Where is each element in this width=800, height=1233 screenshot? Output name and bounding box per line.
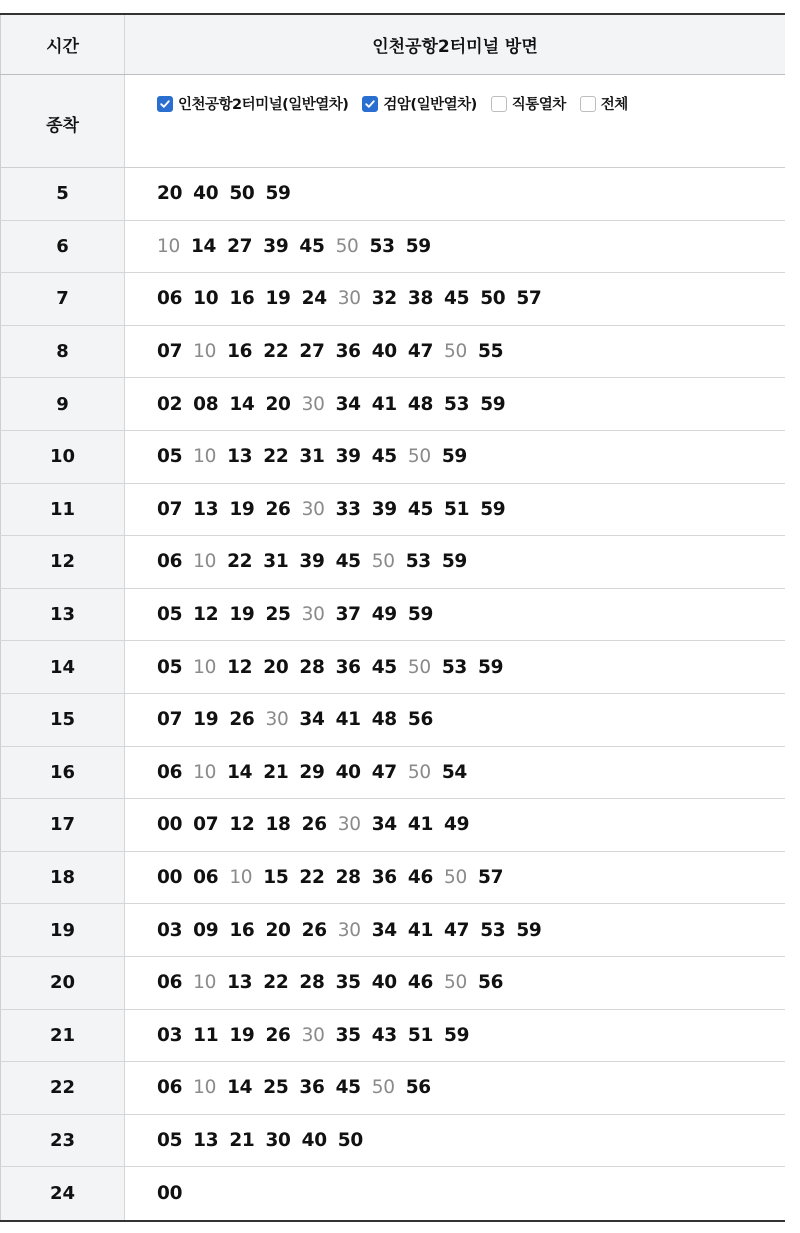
departure-minute: 45 [371,656,397,678]
departure-minute: 50 [407,446,431,468]
filter-row [0,75,785,168]
departure-minute: 25 [265,604,291,626]
departure-minute: 20 [157,183,183,205]
departure-minute: 19 [193,709,219,731]
departure-minute: 26 [301,814,327,836]
checkbox-unchecked-icon[interactable] [491,96,507,112]
departure-minute: 10 [193,288,219,310]
departure-minute: 35 [335,1024,361,1046]
departure-minute: 41 [407,814,434,836]
departure-minutes-cell [125,536,785,588]
departure-minute: 27 [299,341,325,363]
departure-minute: 16 [229,288,255,310]
departure-minute: 54 [441,761,467,783]
table-row [0,1062,785,1115]
departure-minute: 50 [407,656,431,678]
departure-minute: 11 [193,1024,219,1046]
departure-minute: 05 [157,446,183,468]
departure-minute: 38 [407,288,434,310]
departure-minute: 24 [301,288,327,310]
departure-minutes-cell [125,221,785,273]
departure-minute: 10 [193,1077,217,1099]
table-row [0,1167,785,1220]
departure-minute: 26 [265,498,291,520]
departure-minute: 45 [335,551,361,573]
departure-minute: 50 [229,183,255,205]
departure-minute: 59 [444,1024,470,1046]
table-row [0,536,785,589]
hour-cell: 7 [0,273,125,325]
departure-minute: 06 [157,288,183,310]
hour-cell: 14 [0,641,125,693]
departure-minute: 47 [407,341,434,363]
departure-minute: 30 [265,1129,291,1151]
departure-minute: 10 [193,656,217,678]
table-row [0,221,785,274]
direction-header: 인천공항2터미널 방면 [125,15,785,74]
departure-minute: 18 [265,814,291,836]
departure-minute: 45 [407,498,434,520]
departure-minute: 10 [193,446,217,468]
filter-option[interactable] [491,93,566,114]
departure-minute: 37 [335,604,361,626]
table-row [0,1010,785,1063]
checkbox-unchecked-icon[interactable] [580,96,596,112]
departure-minutes-cell [125,957,785,1009]
departure-minute: 10 [193,972,217,994]
departure-minute: 50 [335,235,359,257]
departure-minute: 50 [337,1129,363,1151]
departure-minute: 46 [407,867,434,889]
departure-minute: 50 [407,761,431,783]
departure-minute: 49 [371,604,397,626]
departure-minute: 53 [405,551,431,573]
hour-cell: 15 [0,694,125,746]
departure-minute: 40 [335,761,361,783]
departure-minute: 21 [229,1129,255,1151]
departure-minute: 20 [265,393,291,415]
departure-minute: 14 [229,393,255,415]
departure-minute: 51 [407,1024,434,1046]
departure-minute: 00 [157,814,183,836]
terminus-label: 종착 [0,75,125,167]
table-row [0,431,785,484]
departure-minute: 59 [516,919,542,941]
departure-minute: 26 [229,709,255,731]
filter-option[interactable] [157,93,348,114]
train-type-filters [125,75,785,167]
departure-minute: 50 [371,551,395,573]
departure-minutes-cell [125,378,785,430]
departure-minutes-cell [125,747,785,799]
departure-minutes-cell [125,904,785,956]
departure-minutes-cell [125,799,785,851]
departure-minute: 50 [444,867,467,889]
departure-minute: 30 [301,393,325,415]
hour-cell: 16 [0,747,125,799]
departure-minute: 19 [265,288,291,310]
hour-cell: 23 [0,1115,125,1167]
departure-minute: 59 [441,446,467,468]
departure-minute: 19 [229,498,255,520]
table-row [0,957,785,1010]
departure-minute: 45 [371,446,397,468]
departure-minute: 35 [335,972,361,994]
departure-minute: 13 [193,498,219,520]
departure-minute: 30 [337,814,361,836]
departure-minute: 34 [335,393,361,415]
checkbox-checked-icon[interactable] [157,96,173,112]
departure-minute: 30 [337,919,361,941]
departure-minute: 00 [157,1183,183,1205]
table-row [0,378,785,431]
departure-minute: 07 [157,498,183,520]
departure-minute: 30 [337,288,361,310]
table-row [0,694,785,747]
departure-minute: 10 [157,235,180,257]
departure-minute: 30 [265,709,289,731]
departure-minute: 28 [335,867,361,889]
departure-minutes-cell [125,484,785,536]
checkbox-checked-icon[interactable] [362,96,378,112]
departure-minute: 27 [227,235,253,257]
departure-minutes-cell [125,168,785,220]
departure-minutes-cell [125,431,785,483]
departure-minute: 14 [190,235,217,257]
departure-minutes-cell [125,694,785,746]
departure-minute: 43 [371,1024,397,1046]
departure-minute: 56 [478,972,504,994]
departure-minute: 10 [229,867,253,889]
departure-minute: 56 [405,1077,431,1099]
table-row [0,273,785,326]
table-row [0,799,785,852]
departure-minute: 48 [407,393,434,415]
departure-minute: 19 [229,604,255,626]
departure-minute: 20 [265,919,291,941]
departure-minute: 14 [227,761,253,783]
departure-minute: 50 [444,972,467,994]
departure-minutes-cell [125,589,785,641]
departure-minute: 10 [193,341,217,363]
departure-minute: 30 [301,604,325,626]
departure-minute: 59 [265,183,291,205]
hour-cell: 12 [0,536,125,588]
departure-minute: 30 [301,1024,325,1046]
timetable [0,13,785,1222]
table-row [0,168,785,221]
departure-minute: 41 [407,919,434,941]
table-row [0,852,785,905]
departure-minute: 03 [157,1024,183,1046]
departure-minute: 41 [371,393,397,415]
departure-minute: 28 [299,972,325,994]
hour-cell: 8 [0,326,125,378]
departure-minute: 07 [193,814,219,836]
departure-minute: 19 [229,1024,255,1046]
departure-minute: 55 [478,341,504,363]
table-row [0,484,785,537]
departure-minute: 39 [371,498,397,520]
departure-minute: 40 [371,341,397,363]
table-row [0,747,785,800]
departure-minute: 59 [478,656,504,678]
departure-minute: 31 [299,446,325,468]
departure-minute: 05 [157,604,183,626]
departure-minute: 36 [299,1077,325,1099]
departure-minute: 07 [157,341,183,363]
departure-minute: 59 [480,498,506,520]
departure-minute: 34 [299,709,325,731]
departure-minute: 13 [227,972,253,994]
departure-minute: 22 [299,867,325,889]
departure-minute: 36 [371,867,397,889]
departure-minute: 59 [407,604,434,626]
departure-minute: 10 [193,551,217,573]
departure-minute: 12 [193,604,219,626]
departure-minute: 51 [444,498,470,520]
departure-minute: 56 [407,709,434,731]
departure-minute: 05 [157,656,183,678]
hour-cell: 22 [0,1062,125,1114]
hour-cell: 17 [0,799,125,851]
departure-minute: 45 [335,1077,361,1099]
departure-minute: 31 [263,551,289,573]
departure-minute: 22 [227,551,253,573]
filter-label: 인천공항2터미널(일반열차) [178,97,349,113]
departure-minute: 28 [299,656,325,678]
departure-minutes-cell [125,1062,785,1114]
departure-minute: 50 [444,341,467,363]
hour-cell: 19 [0,904,125,956]
departure-minute: 16 [227,341,253,363]
departure-minute: 33 [335,498,361,520]
departure-minutes-cell [125,852,785,904]
departure-minutes-cell [125,641,785,693]
departure-minute: 53 [444,393,470,415]
hour-cell: 10 [0,431,125,483]
departure-minute: 36 [335,341,361,363]
departure-minute: 40 [371,972,397,994]
table-row [0,589,785,642]
table-header-row [0,15,785,75]
hour-cell: 21 [0,1010,125,1062]
departure-minute: 06 [193,867,219,889]
departure-minute: 16 [229,919,255,941]
departure-minute: 00 [157,867,183,889]
hour-cell: 9 [0,378,125,430]
departure-minute: 26 [301,919,327,941]
departure-minute: 12 [229,814,255,836]
departure-minute: 13 [193,1129,219,1151]
departure-minute: 29 [299,761,325,783]
departure-minute: 46 [407,972,434,994]
departure-minute: 06 [157,761,183,783]
hour-cell: 18 [0,852,125,904]
departure-minute: 22 [263,341,289,363]
departure-minute: 59 [480,393,506,415]
hour-cell: 5 [0,168,125,220]
departure-minute: 39 [263,235,289,257]
departure-minute: 45 [299,235,325,257]
departure-minute: 06 [157,551,183,573]
hour-cell: 13 [0,589,125,641]
departure-minute: 53 [441,656,467,678]
table-row [0,641,785,694]
filter-label: 전체 [600,97,628,113]
departure-minutes-cell [125,273,785,325]
departure-minute: 08 [193,393,219,415]
departure-minute: 47 [371,761,397,783]
departure-minute: 32 [371,288,397,310]
departure-minutes-cell [125,1115,785,1167]
departure-minute: 47 [444,919,470,941]
departure-minute: 57 [516,288,542,310]
departure-minute: 39 [299,551,325,573]
hour-cell: 11 [0,484,125,536]
departure-minute: 06 [157,972,183,994]
departure-minute: 40 [193,183,219,205]
departure-minute: 39 [335,446,361,468]
departure-minute: 25 [263,1077,289,1099]
departure-minutes-cell [125,1010,785,1062]
departure-minute: 21 [263,761,289,783]
departure-minute: 50 [371,1077,395,1099]
departure-minute: 05 [157,1129,183,1151]
departure-minute: 30 [301,498,325,520]
departure-minute: 34 [371,814,397,836]
departure-minute: 34 [371,919,397,941]
departure-minute: 12 [227,656,253,678]
departure-minute: 10 [193,761,217,783]
departure-minute: 59 [405,235,431,257]
hour-cell: 6 [0,221,125,273]
filter-label: 직통열차 [511,97,566,113]
departure-minute: 22 [263,972,289,994]
departure-minute: 48 [371,709,397,731]
departure-minutes-cell [125,1167,785,1220]
departure-minute: 20 [263,656,289,678]
departure-minute: 15 [263,867,289,889]
departure-minute: 03 [157,919,183,941]
table-row [0,904,785,957]
departure-minute: 49 [444,814,470,836]
filter-label: 검암(일반열차) [383,97,477,113]
departure-minute: 57 [478,867,504,889]
departure-minute: 41 [335,709,361,731]
filter-option[interactable] [580,93,628,114]
departure-minute: 14 [227,1077,253,1099]
schedule-body [0,168,785,1220]
filter-option[interactable] [362,93,476,114]
departure-minute: 26 [265,1024,291,1046]
departure-minutes-cell [125,326,785,378]
departure-minute: 09 [193,919,219,941]
departure-minute: 13 [227,446,253,468]
departure-minute: 50 [480,288,506,310]
hour-cell: 24 [0,1167,125,1220]
departure-minute: 07 [157,709,183,731]
departure-minute: 53 [480,919,506,941]
table-row [0,1115,785,1168]
departure-minute: 59 [441,551,467,573]
departure-minute: 02 [157,393,183,415]
hour-cell: 20 [0,957,125,1009]
departure-minute: 06 [157,1077,183,1099]
departure-minute: 36 [335,656,361,678]
departure-minute: 22 [263,446,289,468]
hour-column-header: 시간 [0,15,125,74]
departure-minute: 45 [444,288,470,310]
departure-minute: 53 [369,235,395,257]
departure-minute: 40 [301,1129,327,1151]
table-row [0,326,785,379]
